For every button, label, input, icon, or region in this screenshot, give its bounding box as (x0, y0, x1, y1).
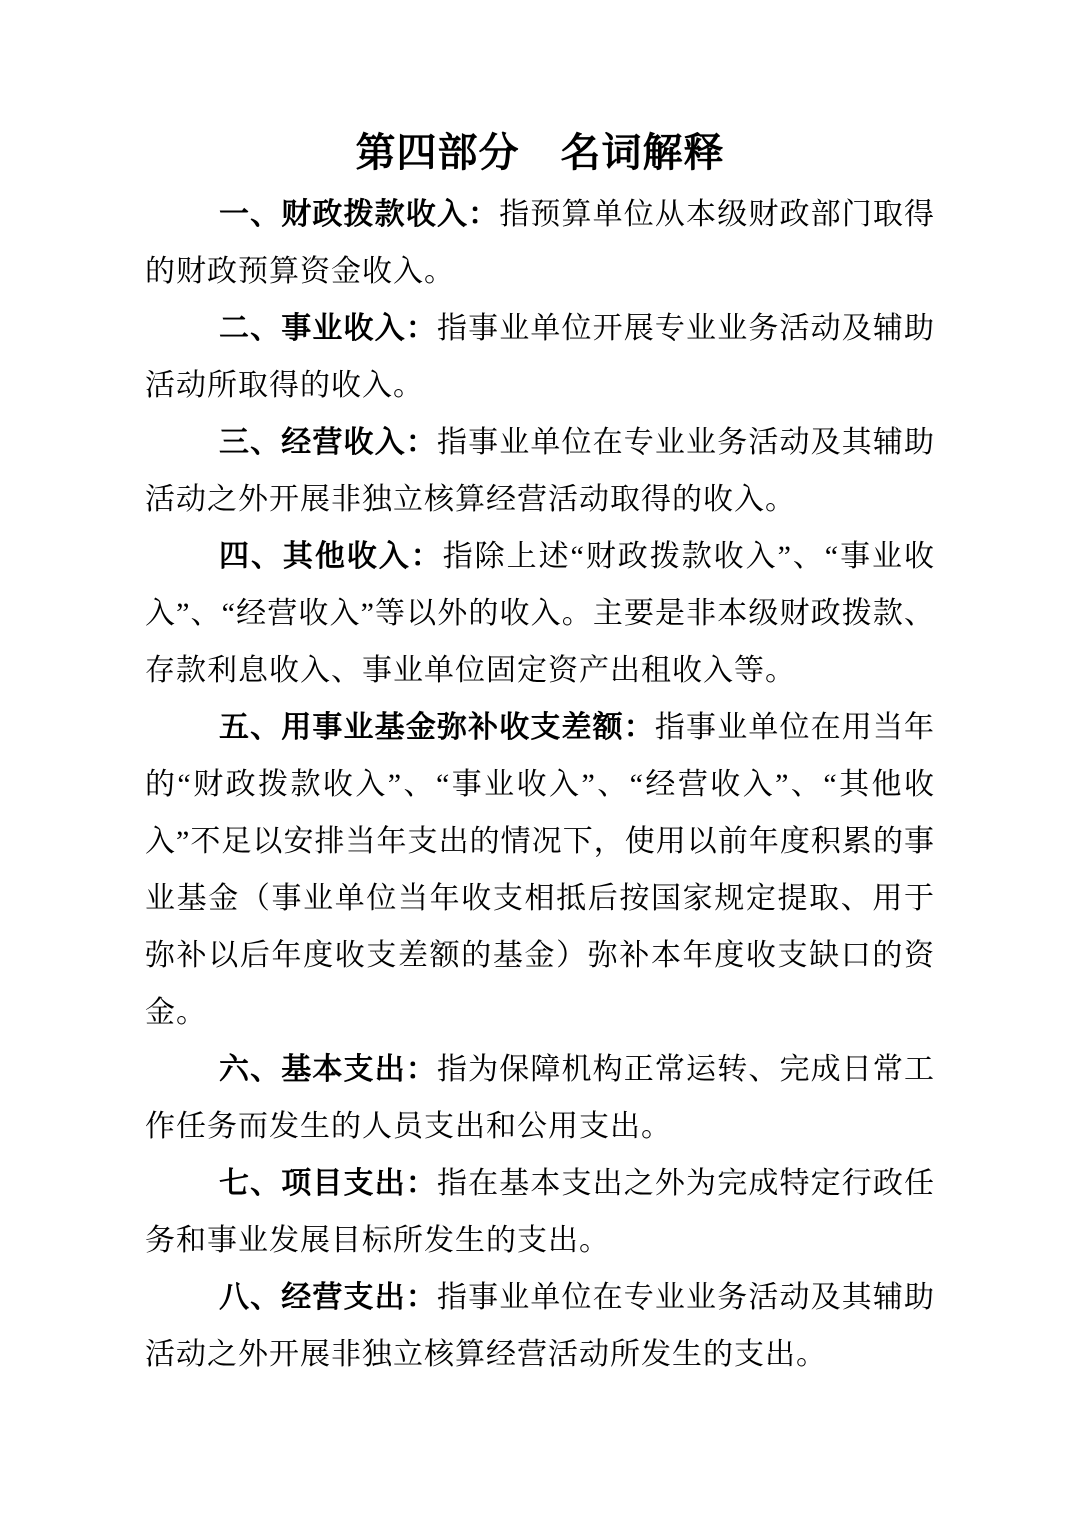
term-fiscal-appropriation-income (145, 186, 935, 300)
term-definition: 指为保障机构正常运转、完成日常工作任务而发生的人员支出和公用支出。 (145, 1053, 936, 1143)
term-basic-expenditure (145, 1041, 935, 1155)
term-label: 四、其他收入： (219, 540, 443, 573)
glossary-content (145, 186, 935, 1383)
term-definition: 指事业单位开展专业业务活动及辅助活动所取得的收入。 (145, 312, 936, 402)
term-definition: 指事业单位在专业业务活动及其辅助活动之外开展非独立核算经营活动取得的收入。 (145, 426, 936, 516)
term-definition: 指预算单位从本级财政部门取得的财政预算资金收入。 (145, 198, 936, 288)
term-label: 六、基本支出： (219, 1053, 437, 1086)
term-label: 二、事业收入： (219, 312, 437, 345)
term-label: 一、财政拨款收入： (219, 198, 500, 231)
term-label: 三、经营收入： (219, 426, 437, 459)
term-definition: 指事业单位在用当年的“财政拨款收入”、“事业收入”、“经营收入”、“其他收入”不足以安排当年支出的情况下，使用以前年度积累的事业基金（事业单位当年收支相抵后按国家规定提取、用于弥补以后年度收支差额的基金）弥补本年度收支缺口的资金。 (145, 711, 936, 1029)
term-definition: 指事业单位在专业业务活动及其辅助活动之外开展非独立核算经营活动所发生的支出。 (145, 1281, 936, 1371)
term-business-income (145, 414, 935, 528)
term-label: 五、用事业基金弥补收支差额： (219, 711, 655, 744)
term-definition: 指在基本支出之外为完成特定行政任务和事业发展目标所发生的支出。 (145, 1167, 936, 1257)
term-label: 八、经营支出： (219, 1281, 437, 1314)
term-project-expenditure (145, 1155, 935, 1269)
term-fund-balance-subsidy (145, 699, 935, 1041)
term-operational-income (145, 300, 935, 414)
term-other-income (145, 528, 935, 699)
term-business-expenditure (145, 1269, 935, 1383)
page-title: 第四部分 名词解释 (355, 131, 725, 175)
term-label: 七、项目支出： (219, 1167, 437, 1200)
term-definition: 指除上述“财政拨款收入”、“事业收入”、“经营收入”等以外的收入。主要是非本级财政拨款、存款利息收入、事业单位固定资产出租收入等。 (145, 540, 936, 687)
